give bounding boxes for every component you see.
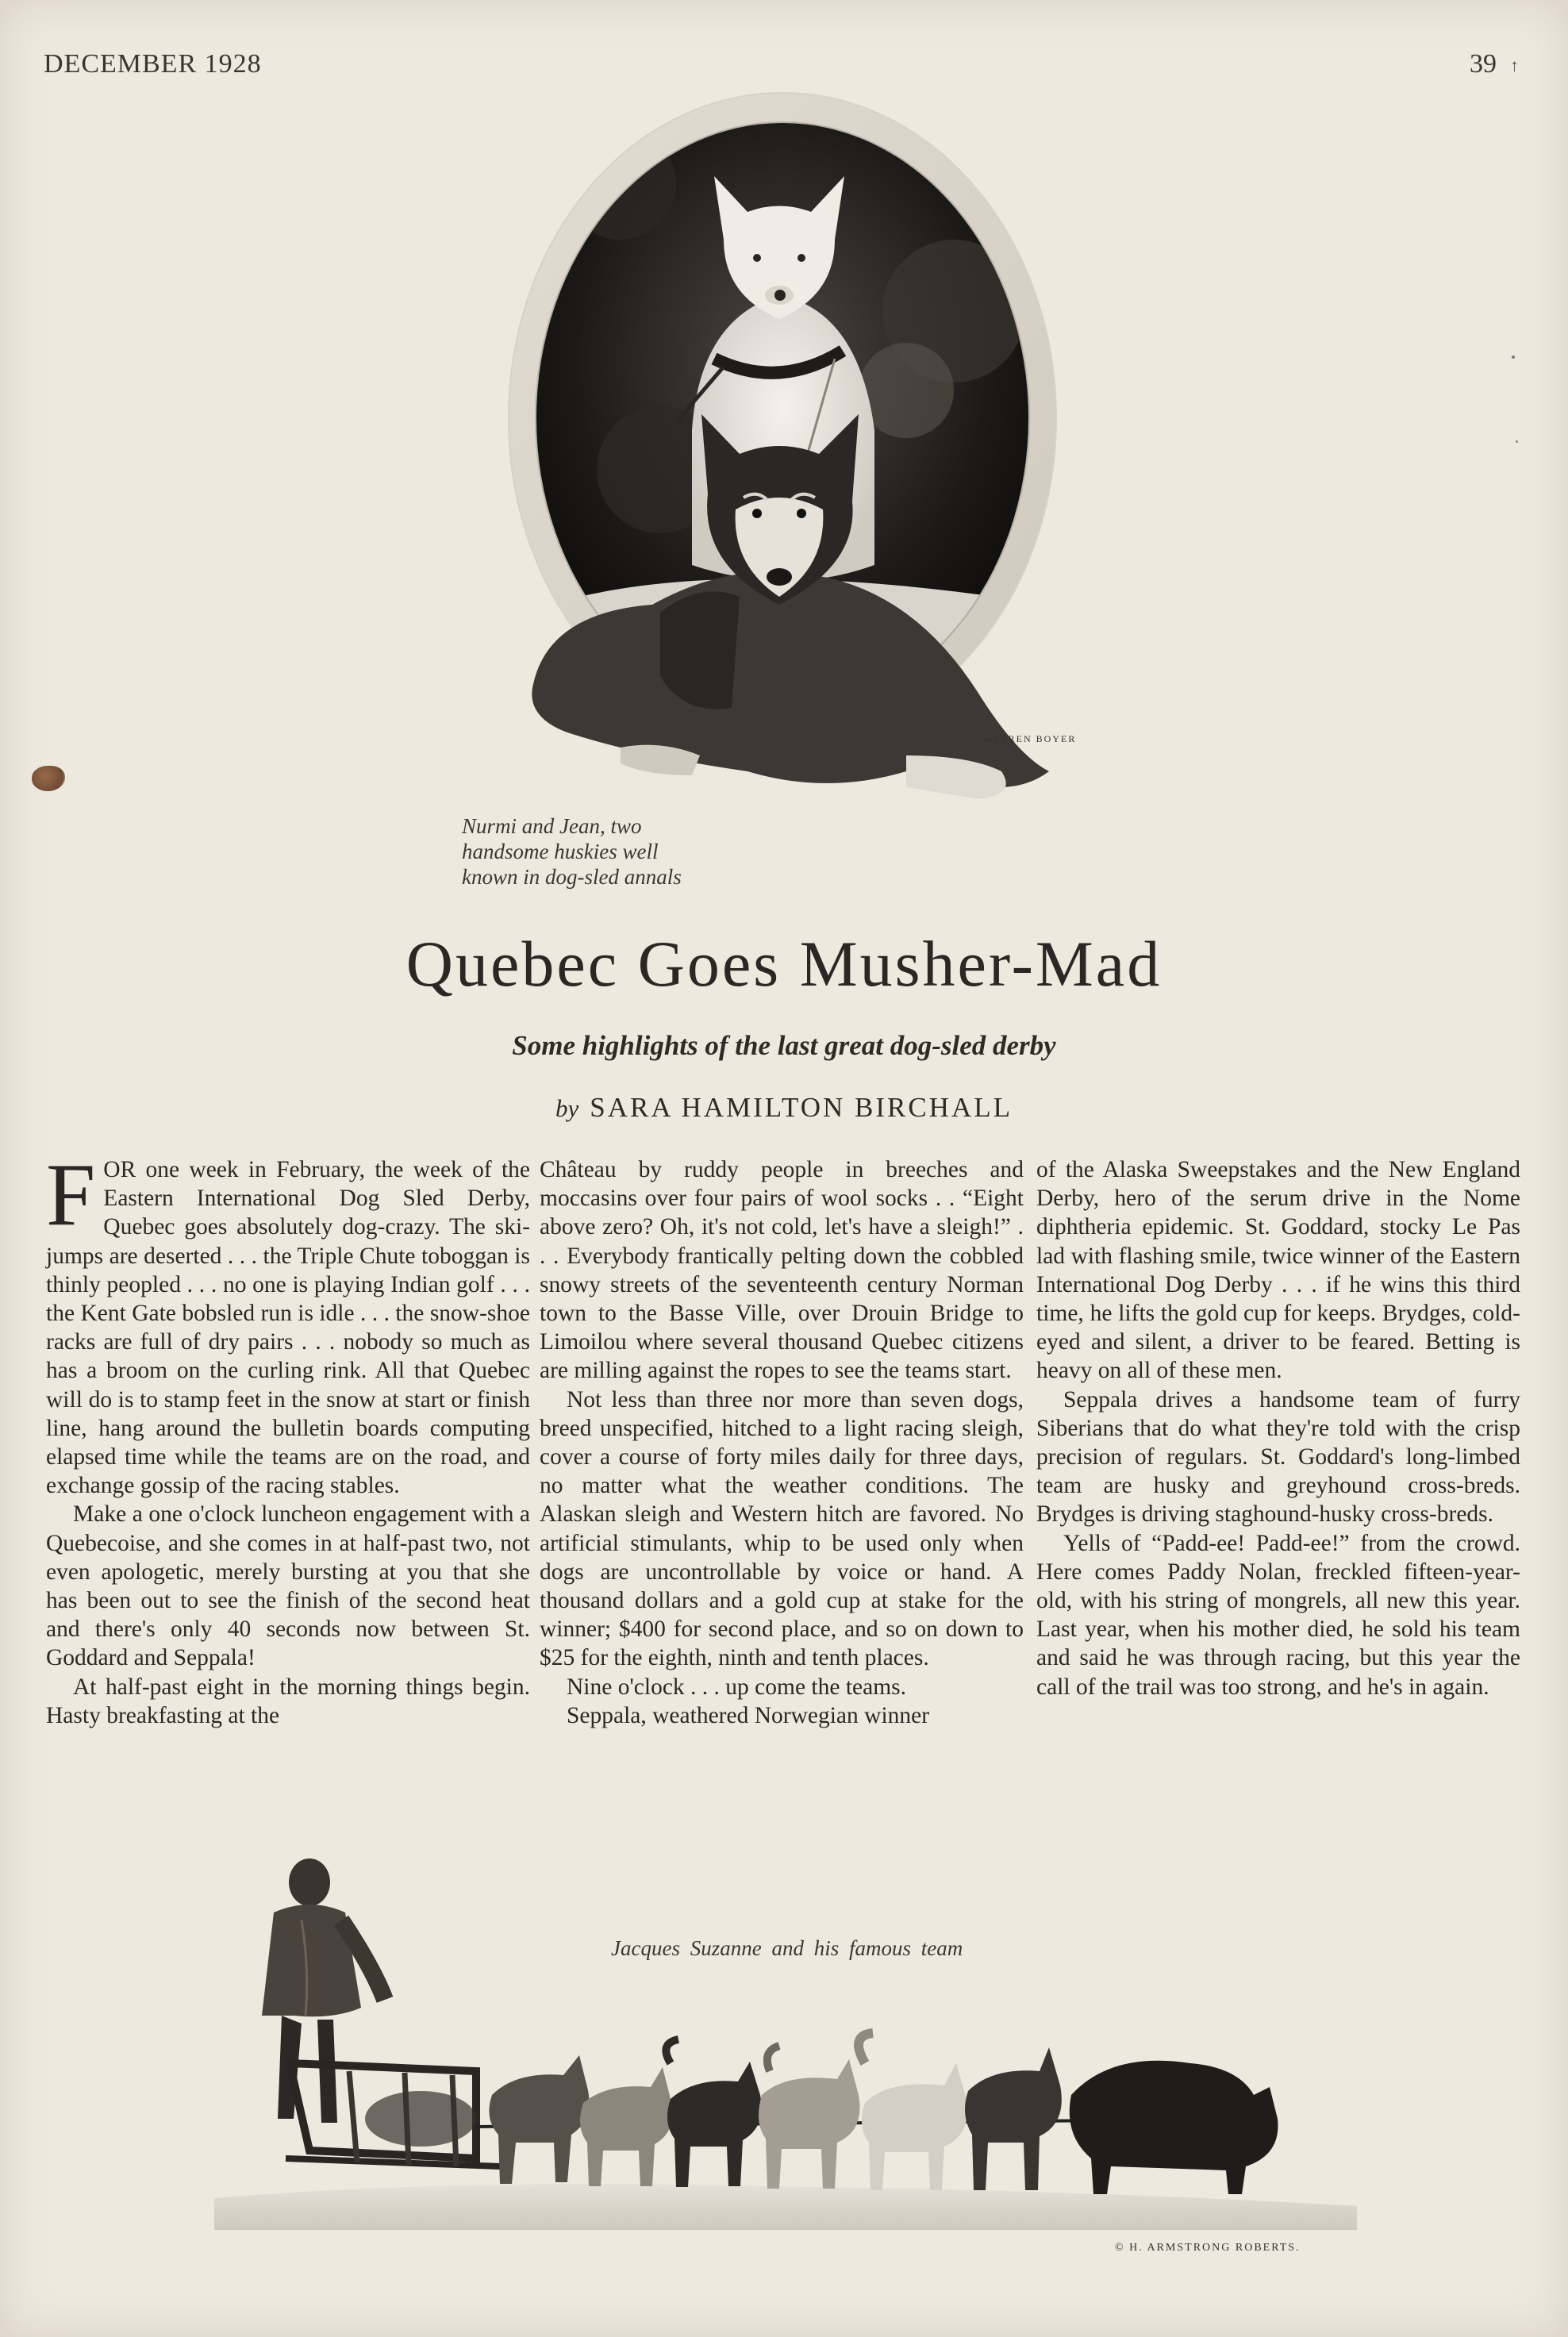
photo-credit: © H. ARMSTRONG ROBERTS. bbox=[1115, 2242, 1301, 2254]
photo-caption: Nurmi and Jean, two handsome huskies well known in dog-sled annals bbox=[462, 814, 682, 889]
page-number: 39 bbox=[1470, 49, 1497, 79]
paper-speck bbox=[1516, 440, 1518, 443]
paragraph: Nine o'clock . . . up come the teams. bbox=[567, 1674, 907, 1700]
paragraph bbox=[46, 1146, 530, 1500]
photo-caption: Jacques Suzanne and his famous team bbox=[611, 1936, 963, 1960]
text-column-1 bbox=[46, 1146, 530, 1730]
paragraph: Seppala, weathered Norwegian winner bbox=[567, 1702, 930, 1728]
byline-prefix: by bbox=[555, 1094, 579, 1122]
text-column-2 bbox=[540, 1155, 1024, 1730]
drop-cap: F bbox=[46, 1146, 96, 1244]
paragraph: Make a one o'clock luncheon engagement with a Quebecoise, and she comes in at half-past two, not even apologetic, merely bursting at you that she has been out to see the finish of the second heat and there's only 40 seconds now between St. Goddard and Seppala! bbox=[46, 1501, 530, 1671]
article-title: Quebec Goes Musher-Mad bbox=[405, 928, 1163, 1000]
paragraph: At half-past eight in the morning things begin. Hasty breakfasting at the bbox=[46, 1674, 530, 1728]
author-name: SARA HAMILTON BIRCHALL bbox=[590, 1092, 1013, 1123]
paragraph: Château by ruddy people in breeches and moccasins over four pairs of wool socks . . “Eight above zero? Oh, it's not cold, let's have a sleigh!” . . . Everybody frantically pelting down the cobbled snowy streets of the seventeenth century Norman town to the Basse Ville, over Drouin Bridge to Limoilou where several thousand Quebec citizens are milling against the ropes to see the teams start. bbox=[540, 1157, 1024, 1384]
paper-stain bbox=[32, 766, 65, 791]
byline bbox=[0, 1092, 1568, 1124]
paragraph: of the Alaska Sweepstakes and the New England Derby, hero of the serum drive in the Nome diphtheria epidemic. St. Goddard, stocky Le Pas lad with flashing smile, twice winner of the Eastern International Dog Derby . . . if he wins this third time, he lifts the gold cup for keeps. Brydges, cold-eyed and silent, a driver to be feared. Betting is heavy on all of these men. bbox=[1036, 1157, 1520, 1384]
article-subtitle: Some highlights of the last great dog-sled derby bbox=[512, 1030, 1056, 1061]
text-column-3 bbox=[1036, 1155, 1520, 1701]
photo-credit: WARREN BOYER bbox=[982, 733, 1077, 744]
paragraph: Yells of “Padd-ee! Padd-ee!” from the crowd. Here comes Paddy Nolan, freckled fifteen-year-old, with his string of mongrels, all new this year. Last year, when his mother died, he sold his team and said he was through racing, but this year the call of the trail was too strong, and he's in again. bbox=[1036, 1530, 1520, 1700]
paragraph: Seppala drives a handsome team of furry Siberians that do what they're told with the crisp precision of regulars. St. Goddard's long-limbed team are husky and greyhound cross-breds. Brydges is driving staghound-husky cross-breds. bbox=[1036, 1386, 1520, 1528]
paper-speck bbox=[1512, 356, 1515, 359]
paragraph-text: OR one week in February, the week of the Eastern International Dog Sled Derby, Quebec goes absolutely dog-crazy. The ski-jumps are deserted . . . the Triple Chute toboggan is thinly peopled . . . no one is playing Indian golf . . . the Kent Gate bobsled run is idle . . . the snow-shoe racks are full of dry pairs . . . nobody so much as has a broom on the curling rink. All that Quebec will do is to stamp feet in the snow at start or finish line, hang around the bulletin boards computing elapsed time while the teams are on the road, and exchange gossip of the racing stables. bbox=[46, 1157, 530, 1499]
corner-mark: ↑ bbox=[1510, 56, 1519, 75]
paragraph: Not less than three nor more than seven dogs, breed unspecified, hitched to a light racing sleigh, cover a course of forty miles daily for three days, no matter what the weather conditions. The Alaskan sleigh and Western hitch are favored. No artificial stimulants, whip to be used only when dogs are uncontrollable by voice or hand. A thousand dollars and a gold cup at stake for the winner; $400 for second place, and so on down to $25 for the eighth, ninth and tenth places. bbox=[540, 1386, 1024, 1671]
huskies-oval-photo bbox=[462, 57, 1103, 835]
running-header-date: DECEMBER 1928 bbox=[44, 49, 262, 79]
dog-team-photo bbox=[214, 1857, 1357, 2230]
